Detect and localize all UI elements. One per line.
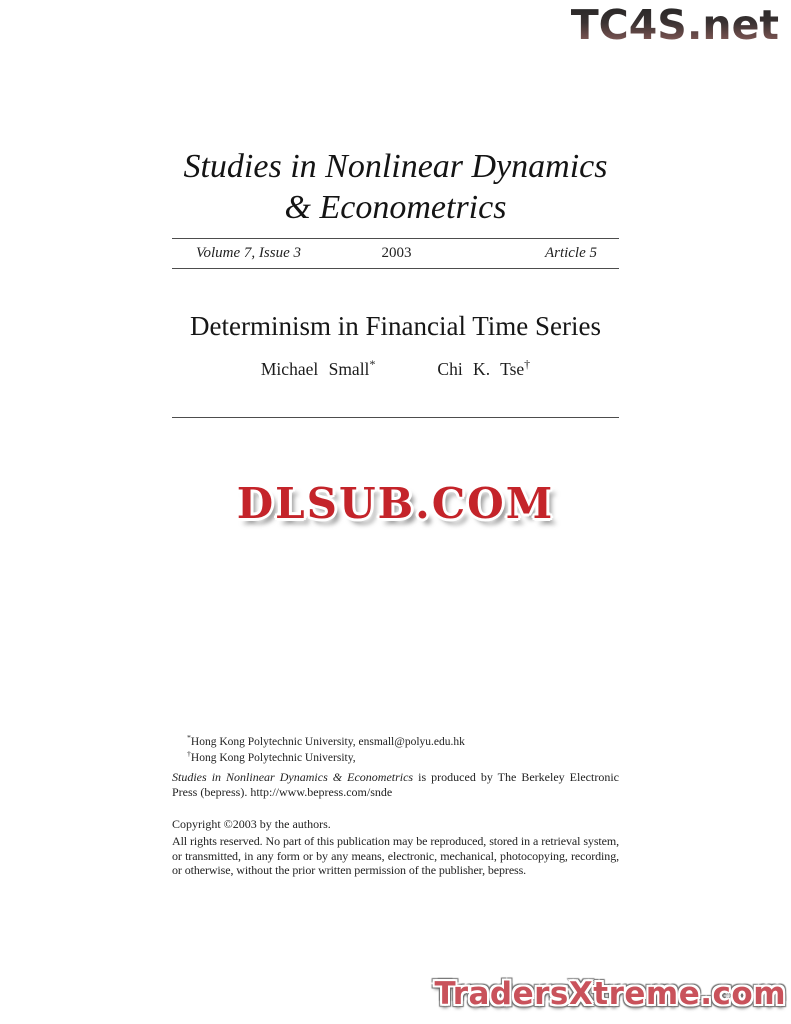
footnote-2-marker: † bbox=[187, 748, 191, 758]
publisher-note-journal-name: Studies in Nonlinear Dynamics & Econometrics bbox=[172, 770, 414, 784]
author-2-name: Chi K. Tse bbox=[437, 359, 525, 379]
article-title: Determinism in Financial Time Series bbox=[190, 311, 601, 341]
publisher-note bbox=[172, 770, 619, 799]
volume-issue-label: Volume 7, Issue 3 bbox=[196, 244, 301, 261]
author-1-footnote-marker: * bbox=[369, 357, 376, 372]
author-1 bbox=[261, 359, 376, 380]
footnote-1-text: Hong Kong Polytechnic University, ensmall@polyu.edu.hk bbox=[190, 736, 465, 748]
footnote-2-text: Hong Kong Polytechnic University, bbox=[190, 751, 356, 764]
tradersxtreme-watermark-logo: TradersXtreme.com bbox=[434, 976, 786, 1012]
journal-title-line2: & Econometrics bbox=[284, 189, 507, 226]
copyright-line: Copyright ©2003 by the authors. bbox=[172, 817, 331, 831]
author-2-footnote-marker: † bbox=[524, 357, 531, 372]
journal-title-line1: Studies in Nonlinear Dynamics bbox=[183, 148, 608, 185]
author-1-name: Michael Small bbox=[260, 359, 370, 379]
masthead-divider-bottom bbox=[172, 268, 619, 269]
masthead-divider-top bbox=[172, 238, 619, 239]
footnotes-block bbox=[172, 735, 619, 766]
journal-title bbox=[0, 146, 791, 228]
tc4s-watermark-logo: TC4S.net bbox=[570, 1, 779, 49]
author-line bbox=[0, 359, 791, 380]
publisher-note-rest: is produced by The Berkeley Electronic Press (bepress). http://www.bepress.com/snde bbox=[172, 770, 619, 799]
year-label: 2003 bbox=[381, 244, 412, 261]
footnote-2 bbox=[187, 748, 619, 767]
article-number-label: Article 5 bbox=[544, 244, 598, 261]
footnote-1-marker: * bbox=[187, 733, 191, 743]
abstract-divider bbox=[172, 417, 619, 418]
issue-info-row bbox=[172, 240, 619, 266]
dlsub-watermark-logo: DLSUB.COM bbox=[236, 479, 555, 528]
footnote-1 bbox=[187, 735, 619, 751]
rights-paragraph: All rights reserved. No part of this publication may be reproduced, stored in a retrieval system, or transmitted, in any form or by any means, electronic, mechanical, photocopying, recording, or otherwise, without the prior written permission of the publisher, bepress. bbox=[172, 834, 619, 878]
author-2 bbox=[437, 359, 530, 380]
